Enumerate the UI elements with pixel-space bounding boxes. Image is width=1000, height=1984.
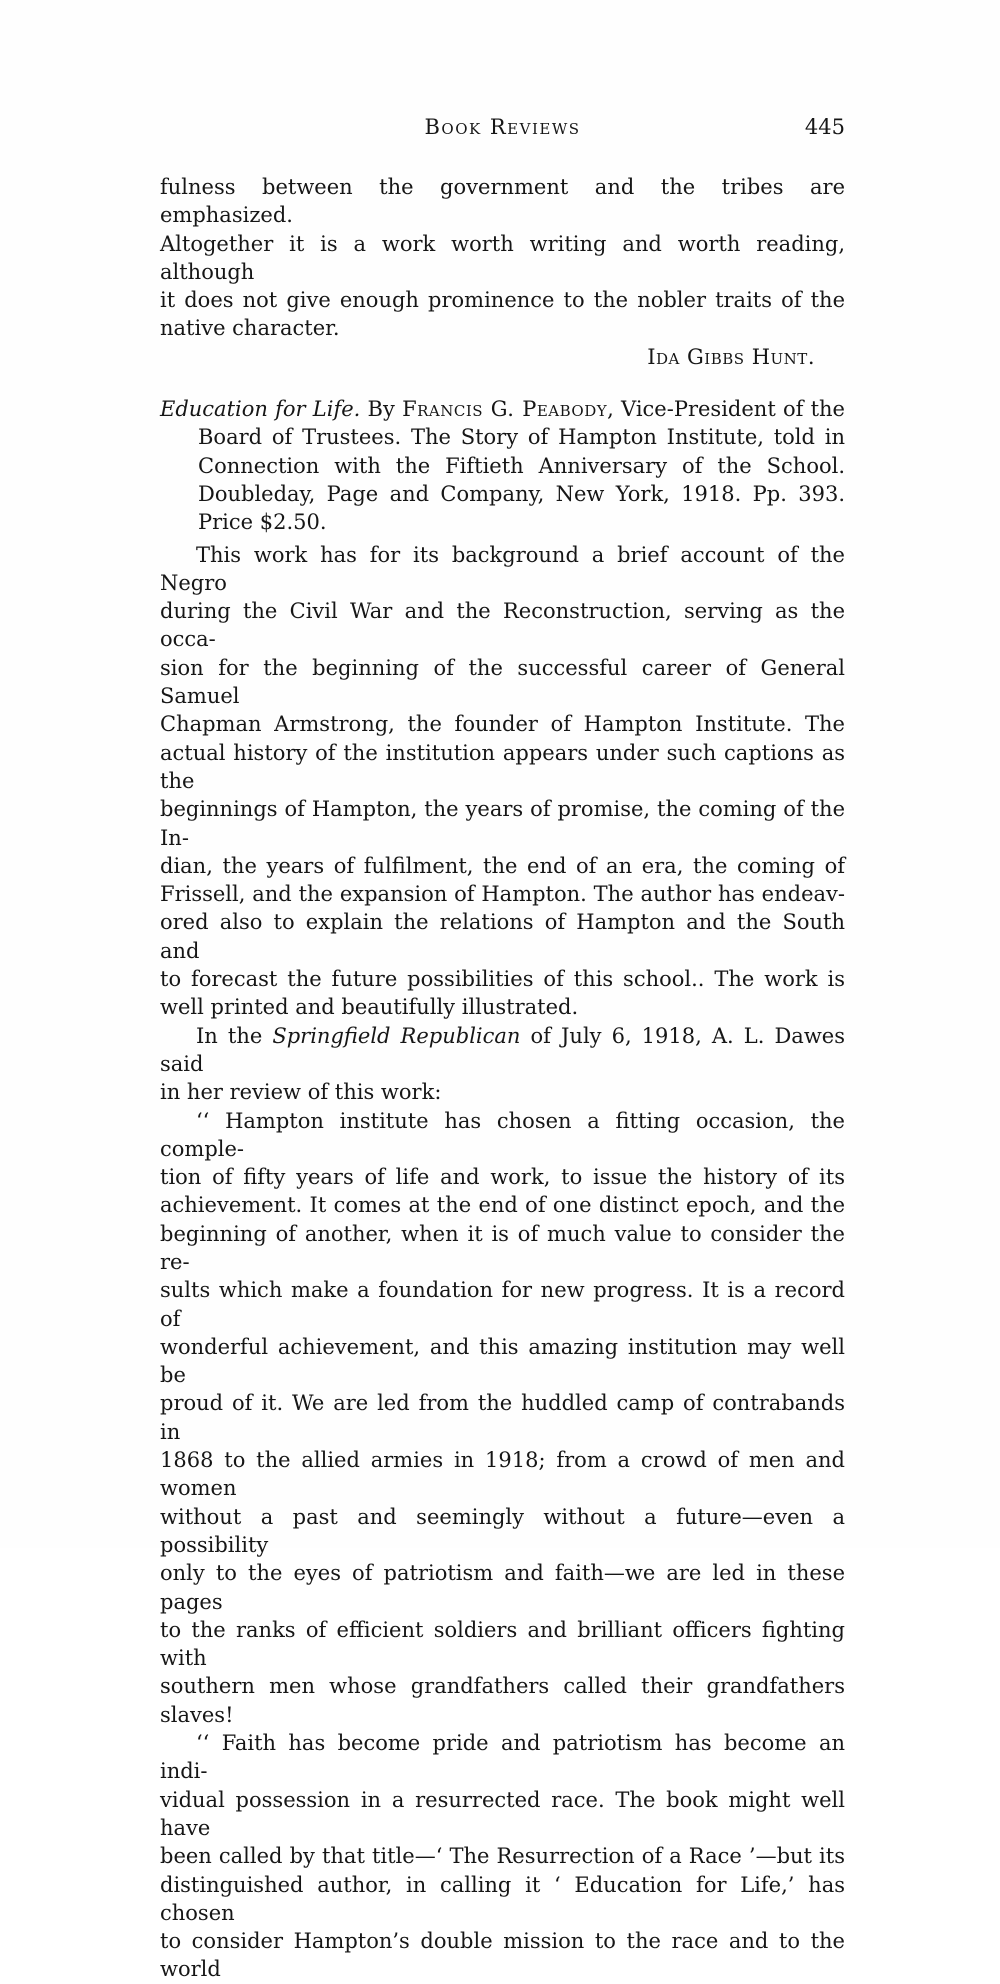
text-line <box>160 852 845 880</box>
page-body <box>160 173 845 1984</box>
text-segment: Chapman Armstrong, the founder of Hampton Institute. The <box>160 712 845 737</box>
text-segment: Price $2.50. <box>198 510 327 535</box>
text-segment: during the Civil War and the Reconstruction, serving as the occa- <box>160 599 845 652</box>
text-segment: , Vice-President of the <box>607 397 845 422</box>
text-line <box>160 314 845 342</box>
text-line <box>160 993 845 1021</box>
paragraph-springfield <box>160 1022 845 1107</box>
text-line <box>160 597 845 654</box>
text-line <box>160 1163 845 1191</box>
text-segment: wonderful achievement, and this amazing institution may well be <box>160 1334 845 1388</box>
text-segment: dian, the years of fulfilment, the end of an era, the coming of <box>160 853 845 878</box>
text-line <box>160 395 845 423</box>
text-segment: in her review of this work: <box>160 1080 442 1105</box>
text-segment: of July 6, 1918, A. L. Dawes said <box>160 1023 845 1076</box>
text-line <box>160 423 845 451</box>
text-line <box>160 230 845 287</box>
text-line <box>160 1333 845 1390</box>
text-line <box>160 452 845 480</box>
text-line <box>160 908 845 965</box>
paragraph-quote-1 <box>160 1107 845 1730</box>
text-segment: achievement. It comes at the end of one distinct epoch, and the <box>160 1193 845 1218</box>
running-head <box>160 112 845 142</box>
text-segment: ‘‘ Hampton institute has chosen a fitting occasion, the comple- <box>160 1108 845 1161</box>
text-segment: Education for Life. <box>160 397 361 422</box>
text-segment: Ida Gibbs Hunt. <box>647 344 815 369</box>
text-segment: In the <box>196 1023 273 1048</box>
text-line <box>160 1078 845 1106</box>
text-line <box>160 1503 845 1560</box>
text-line <box>160 880 845 908</box>
text-segment: Connection with the Fiftieth Anniversary of the School. <box>198 453 845 478</box>
text-segment: well printed and beautifully illustrated. <box>160 995 579 1020</box>
text-line <box>160 1191 845 1219</box>
text-line <box>160 1389 845 1446</box>
text-segment: vidual possession in a resurrected race. The book might well have <box>160 1787 845 1840</box>
signature <box>160 343 845 371</box>
text-segment: distinguished author, in calling it ‘ Education for Life,’ has chosen <box>160 1872 845 1925</box>
text-line <box>160 1220 845 1277</box>
text-segment: proud of it. We are led from the huddled camp of contrabands in <box>160 1391 845 1444</box>
text-segment: By <box>360 397 403 422</box>
text-line <box>160 1276 845 1333</box>
text-segment: sults which make a foundation for new progress. It is a record of <box>160 1278 845 1331</box>
text-line <box>160 1559 845 1616</box>
citation <box>160 395 845 536</box>
text-line <box>160 1022 845 1079</box>
text-line <box>160 343 845 371</box>
paragraph-review <box>160 541 845 1022</box>
text-line <box>160 1672 845 1729</box>
text-line <box>160 1616 845 1673</box>
text-line <box>160 286 845 314</box>
text-line <box>160 795 845 852</box>
text-line <box>160 1446 845 1503</box>
text-line <box>160 1107 845 1164</box>
text-segment: tion of fifty years of life and work, to issue the history of its <box>160 1165 845 1190</box>
text-line <box>160 1729 845 1786</box>
text-segment: to consider Hampton’s double mission to the race and to the world <box>160 1929 845 1982</box>
page-number: 445 <box>804 115 845 139</box>
text-segment: Altogether it is a work worth writing and worth reading, although <box>160 231 845 284</box>
text-line <box>160 1871 845 1928</box>
text-segment: it does not give enough prominence to the nobler traits of the <box>160 288 845 313</box>
text-line <box>160 541 845 598</box>
text-line <box>160 739 845 796</box>
text-segment: ‘‘ Faith has become pride and patriotism has become an indi- <box>160 1731 845 1784</box>
text-segment: Doubleday, Page and Company, New York, 1918. Pp. 393. <box>198 481 845 506</box>
text-segment: This work has for its background a brief account of the Negro <box>160 542 845 595</box>
text-segment: Francis G. Peabody <box>402 397 608 422</box>
text-segment: Frissell, and the expansion of Hampton. The author has endeav- <box>160 882 845 907</box>
text-segment: southern men whose grandfathers called their grandfathers slaves! <box>160 1674 845 1727</box>
text-segment: 1868 to the allied armies in 1918; from a crowd of men and women <box>160 1448 845 1501</box>
text-line <box>160 173 845 230</box>
text-line <box>160 480 845 508</box>
text-segment: fulness between the government and the tribes are emphasized. <box>160 175 845 228</box>
text-segment: Springfield Republican <box>272 1023 521 1048</box>
text-line <box>160 1842 845 1870</box>
text-segment: beginnings of Hampton, the years of promise, the coming of the In- <box>160 797 845 850</box>
text-line <box>160 654 845 711</box>
text-segment: sion for the beginning of the successful career of General Samuel <box>160 655 845 709</box>
text-line <box>160 710 845 738</box>
text-segment: to forecast the future possibilities of this school.. The work is <box>160 967 845 992</box>
text-line <box>160 965 845 993</box>
text-segment: Board of Trustees. The Story of Hampton Institute, told in <box>198 425 845 450</box>
text-segment: actual history of the institution appears under such captions as the <box>160 740 845 793</box>
paragraph-continuation <box>160 173 845 343</box>
text-line <box>160 1786 845 1843</box>
text-line <box>160 1927 845 1984</box>
paragraph-quote-2 <box>160 1729 845 1984</box>
text-segment: beginning of another, when it is of much value to consider the re- <box>160 1221 845 1274</box>
running-head-title: Book Reviews <box>424 115 581 139</box>
text-segment: to the ranks of efficient soldiers and brilliant officers fighting with <box>160 1617 845 1671</box>
text-segment: been called by that title—‘ The Resurrection of a Race ’—but its <box>160 1844 845 1869</box>
text-line <box>160 508 845 536</box>
text-segment: ored also to explain the relations of Hampton and the South and <box>160 910 845 963</box>
text-segment: only to the eyes of patriotism and faith—we are led in these pages <box>160 1561 845 1614</box>
text-segment: native character. <box>160 316 340 341</box>
text-segment: without a past and seemingly without a future—even a possibility <box>160 1504 845 1557</box>
